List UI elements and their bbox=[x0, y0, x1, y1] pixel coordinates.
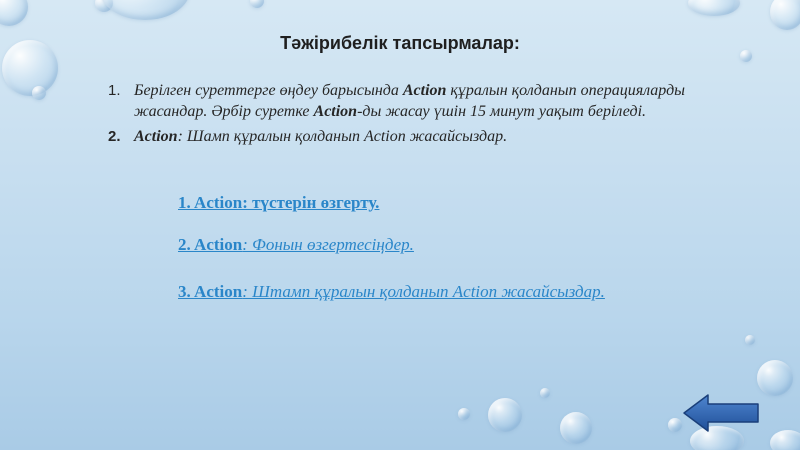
bubble-decoration bbox=[0, 0, 28, 26]
task-text-part: -ды жасау үшін 15 минут уақыт беріледі. bbox=[357, 103, 647, 120]
bubble-decoration bbox=[560, 412, 592, 444]
link-lead: 3. Action bbox=[178, 282, 243, 301]
bubble-decoration bbox=[745, 335, 755, 345]
task-text-part: Берілген суреттерге өңдеу барысында bbox=[134, 82, 403, 99]
action-link-1[interactable] bbox=[178, 193, 605, 213]
task-item bbox=[108, 80, 748, 122]
bubble-decoration bbox=[250, 0, 264, 8]
task-keyword: Action bbox=[134, 128, 178, 145]
bubble-decoration bbox=[757, 360, 793, 396]
bubble-decoration bbox=[770, 0, 800, 30]
task-text-part: : Шамп құралын қолданып Action жасайсыздар. bbox=[177, 128, 508, 145]
action-links bbox=[178, 193, 605, 302]
task-number: 2. bbox=[108, 128, 121, 145]
bubble-decoration bbox=[100, 0, 190, 20]
action-link-3[interactable] bbox=[178, 282, 605, 302]
task-text bbox=[134, 126, 724, 147]
bubble-decoration bbox=[770, 430, 800, 450]
bubble-decoration bbox=[668, 418, 682, 432]
bubble-decoration bbox=[32, 86, 46, 100]
action-link-2[interactable] bbox=[178, 235, 605, 255]
task-keyword: Action bbox=[402, 82, 447, 99]
task-item bbox=[108, 126, 748, 147]
link-rest: : Фонын өзгертесіңдер. bbox=[242, 235, 414, 254]
bubble-decoration bbox=[488, 398, 522, 432]
link-lead: 2. Action bbox=[178, 235, 243, 254]
task-text-part: құралын қолданып операцияларды жасандар. Әрбір суретке bbox=[134, 82, 686, 120]
task-text bbox=[134, 80, 724, 122]
task-list bbox=[108, 80, 748, 151]
back-button[interactable] bbox=[682, 392, 762, 434]
task-keyword: Action bbox=[313, 103, 358, 120]
link-rest: : Штамп құралын қолданып Action жасайсыздар. bbox=[242, 282, 605, 301]
arrow-left-icon bbox=[682, 392, 762, 434]
task-number: 1. bbox=[108, 82, 121, 99]
bubble-decoration bbox=[95, 0, 113, 12]
bubble-decoration bbox=[540, 388, 550, 398]
bubble-decoration bbox=[458, 408, 470, 420]
link-lead: 1. Action: түстерін өзгерту. bbox=[178, 193, 380, 212]
slide-title: Тәжірибелік тапсырмалар: bbox=[280, 33, 520, 53]
bubble-decoration bbox=[688, 0, 740, 16]
